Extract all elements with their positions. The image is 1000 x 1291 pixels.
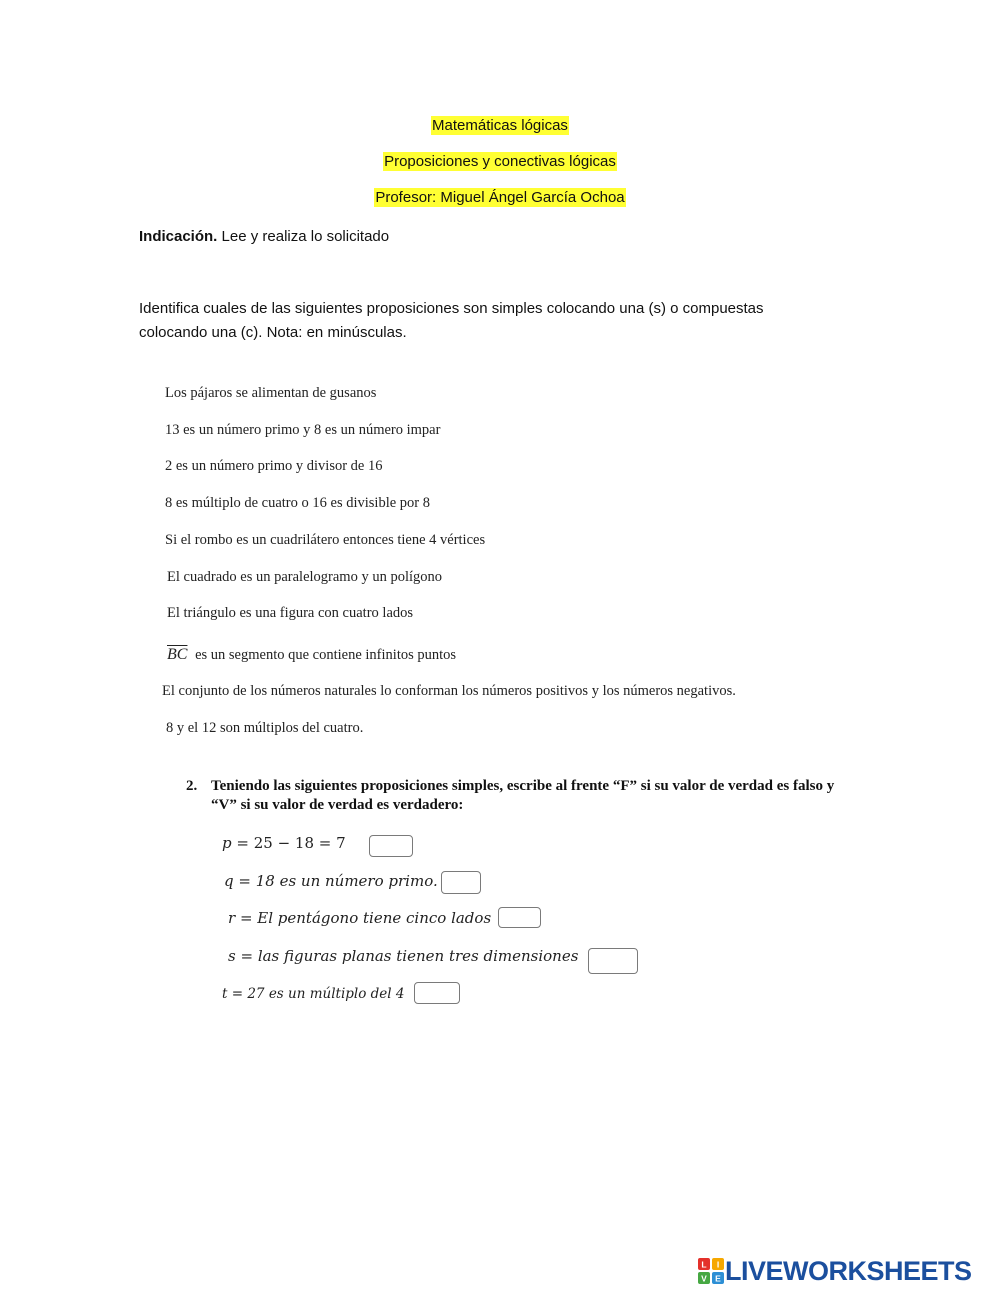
subtitle-text: Proposiciones y conectivas lógicas: [384, 153, 616, 170]
logo-letter-v: V: [701, 1273, 707, 1284]
worksheet-title: [0, 117, 1000, 135]
logo-letter-e: E: [715, 1273, 721, 1284]
statement-q: [224, 872, 438, 890]
statement-p: [222, 834, 346, 852]
instruction-label: Indicación.: [139, 228, 218, 245]
logo-letter-l: L: [701, 1259, 707, 1270]
answer-box-t[interactable]: [414, 982, 460, 1004]
liveworksheets-logo: [698, 1256, 972, 1286]
worksheet-subtitle: [0, 153, 1000, 171]
answer-box-p[interactable]: [369, 835, 413, 857]
statement-p-var: p: [222, 834, 232, 852]
logo-text: LIVEWORKSHEETS: [725, 1255, 972, 1286]
section2-line1: Teniendo las siguientes proposiciones simples, escribe al frente “F” si su valor de verdad es falso y: [211, 778, 835, 794]
section2-number: 2.: [186, 778, 198, 794]
statement-q-expr: 18 es un número primo.: [255, 872, 438, 890]
statement-s-eq: =: [235, 947, 258, 965]
statement-p-eq: =: [231, 834, 254, 852]
segment-label: $\overline{BC}$: [167, 646, 188, 663]
answer-box-q[interactable]: [441, 871, 481, 894]
answer-box-s[interactable]: [588, 948, 638, 974]
statement-s-expr: las figuras planas tienen tres dimensiones: [257, 947, 579, 965]
logo-squares-icon: [698, 1258, 724, 1284]
proposition-8: [167, 646, 456, 664]
proposition-4: 8 es múltiplo de cuatro o 16 es divisible por 8: [165, 495, 430, 511]
statement-r-var: r: [228, 909, 236, 927]
instruction-text: Lee y realiza lo solicitado: [217, 228, 390, 245]
proposition-5: Si el rombo es un cuadrilátero entonces tiene 4 vértices: [165, 532, 486, 548]
proposition-10: 8 y el 12 son múltiplos del cuatro.: [166, 720, 364, 736]
title-text: Matemáticas lógicas: [432, 117, 568, 134]
statement-q-var: q: [224, 872, 234, 890]
teacher-text: Profesor: Miguel Ángel García Ochoa: [375, 189, 625, 206]
instruction: [139, 228, 389, 245]
teacher-line: [0, 189, 1000, 207]
statement-t-var: t: [222, 986, 228, 1002]
statement-q-eq: =: [233, 872, 256, 890]
statement-t-eq: =: [227, 986, 248, 1002]
proposition-8-text: es un segmento que contiene infinitos puntos: [195, 647, 457, 663]
proposition-6: El cuadrado es un paralelogramo y un polígono: [167, 569, 443, 585]
statement-r: [228, 909, 491, 927]
proposition-9: El conjunto de los números naturales lo conforman los números positivos y los números negativos.: [162, 683, 736, 699]
statement-r-expr: El pentágono tiene cinco lados: [257, 909, 492, 927]
statement-s-var: s: [228, 947, 236, 965]
proposition-7: El triángulo es una figura con cuatro lados: [167, 605, 414, 621]
section1-line1: Identifica cuales de las siguientes proposiciones son simples colocando una (s) o compuestas: [139, 300, 764, 317]
proposition-2: 13 es un número primo y 8 es un número impar: [165, 422, 441, 438]
statement-r-eq: =: [235, 909, 258, 927]
statement-p-expr: 25 − 18 = 7: [253, 834, 346, 852]
statement-t: [222, 986, 404, 1002]
proposition-1: Los pájaros se alimentan de gusanos: [165, 385, 377, 401]
answer-box-r[interactable]: [498, 907, 541, 928]
logo-letter-i: I: [716, 1259, 720, 1270]
statement-t-expr: 27 es un múltiplo del 4: [247, 986, 405, 1002]
statement-s: [228, 947, 578, 965]
proposition-3: 2 es un número primo y divisor de 16: [165, 458, 383, 474]
section2-line2: “V” si su valor de verdad es verdadero:: [211, 797, 464, 813]
section1-line2: colocando una (c). Nota: en minúsculas.: [139, 324, 407, 341]
